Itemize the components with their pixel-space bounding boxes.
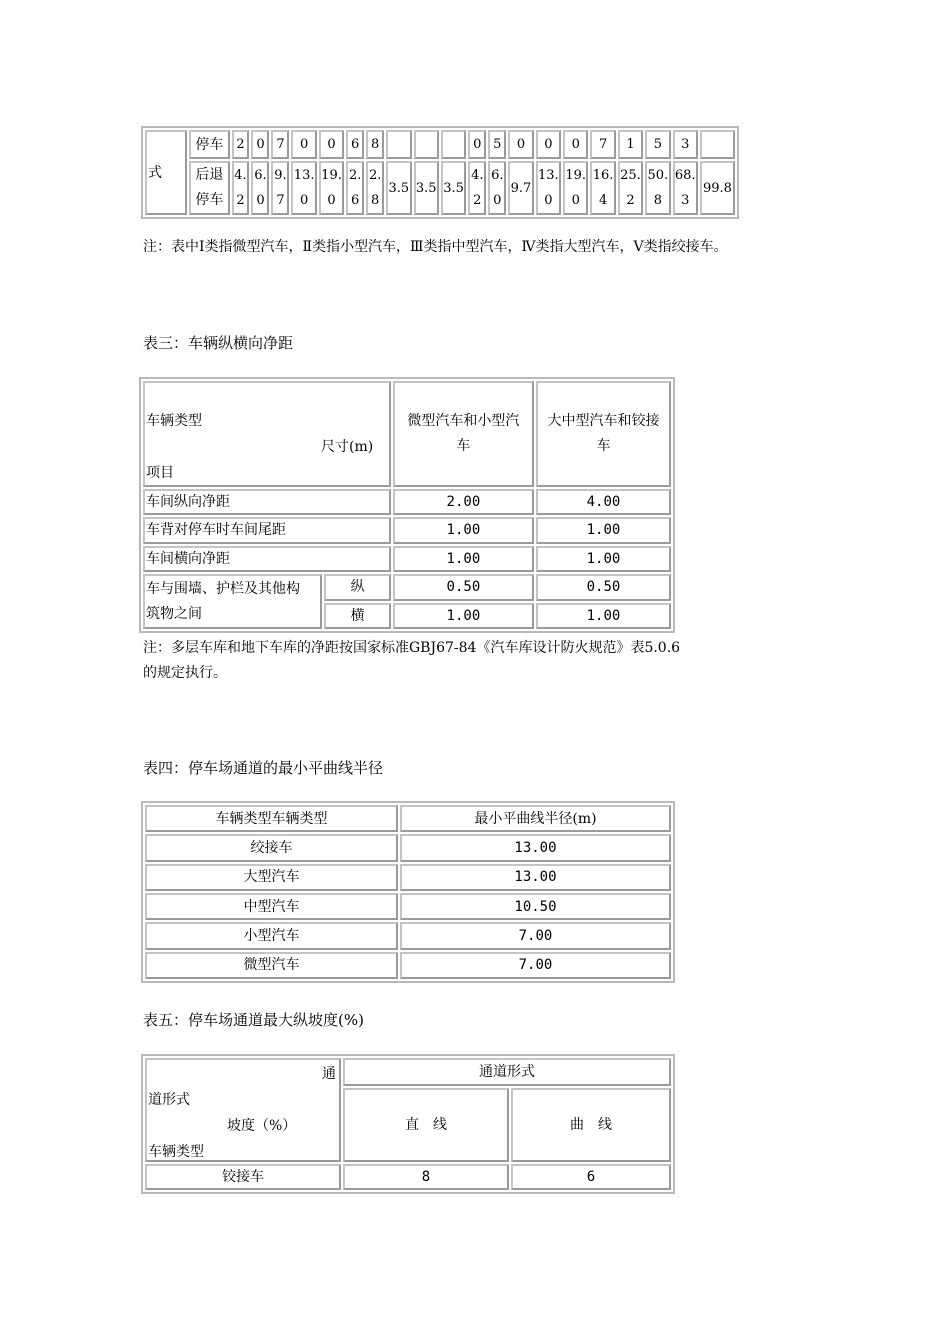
row-header-cell <box>145 130 187 215</box>
table-row <box>143 546 671 572</box>
table-cell: 7 <box>590 130 615 159</box>
row-label: 车间横向净距 <box>143 546 391 572</box>
table-row <box>145 922 671 949</box>
table-cell: 3 <box>673 130 698 159</box>
cell-value-bottom: 0 <box>544 193 553 208</box>
cell-value-top: 6. <box>254 168 267 183</box>
table-cell <box>441 161 466 215</box>
vehicle-type-cell: 铰接车 <box>145 1164 341 1190</box>
cell-value-bottom: 6 <box>351 193 360 208</box>
header-small-line1: 微型汽车和小型汽 <box>407 412 520 429</box>
table-cell: 0 <box>468 130 486 159</box>
max-gradient-table <box>141 1054 675 1194</box>
value-large: 1.00 <box>536 603 671 629</box>
radius-cell: 13.00 <box>400 864 671 891</box>
cell-value-bottom: 0 <box>571 193 580 208</box>
header-vehicle-type: 车辆类型车辆类型 <box>145 805 398 832</box>
table-cell <box>618 161 643 215</box>
table-cell: 1 <box>618 130 643 159</box>
cell-value-bottom: 3 <box>681 193 690 208</box>
corner-line1: 通 <box>322 1066 336 1082</box>
header-curve: 曲 线 <box>511 1088 671 1162</box>
table-row <box>143 517 671 543</box>
value-small: 1.00 <box>393 546 534 572</box>
cell-value: 9.7 <box>510 180 532 196</box>
table-cell <box>673 161 698 215</box>
direction-cell: 横 <box>324 603 391 629</box>
value-large: 1.00 <box>536 517 671 543</box>
table-row <box>143 489 671 515</box>
row2-label-cell <box>189 161 229 215</box>
header-channel-form: 通道形式 <box>343 1058 671 1086</box>
cell-value-bottom: 2 <box>626 193 635 208</box>
table-cell <box>386 130 411 159</box>
cell-value: 3.5 <box>415 180 437 196</box>
note-vehicle-classes: 注：表中Ⅰ类指微型汽车，Ⅱ类指小型汽车，Ⅲ类指中型汽车，Ⅳ类指大型汽车，Ⅴ类指绞接车。 <box>143 239 728 255</box>
vehicle-type-cell: 中型汽车 <box>145 893 398 920</box>
cell-value-bottom: 0 <box>256 193 265 208</box>
parking-dimension-table-continued <box>141 126 739 219</box>
cell-value: 3.5 <box>388 180 410 196</box>
header-corner-cell <box>145 1058 341 1162</box>
row2-label-bottom: 停车 <box>195 192 224 208</box>
cell-value: 99.8 <box>702 180 732 196</box>
wall-label-line2: 筑物之间 <box>146 605 202 622</box>
table-cell <box>366 161 384 215</box>
direction-cell: 纵 <box>324 574 391 600</box>
table-row <box>143 574 671 600</box>
cell-value-top: 13. <box>537 168 559 183</box>
cell-value-top: 2. <box>368 168 382 183</box>
table-row <box>145 893 671 920</box>
header-small-vehicles <box>393 381 534 487</box>
table-cell: 5 <box>645 130 670 159</box>
wall-label-line1: 车与围墙、护栏及其他构 <box>146 580 300 597</box>
cell-value-top: 4. <box>234 168 247 183</box>
note-clearance-line2: 的规定执行。 <box>143 665 227 681</box>
table-cell: 0 <box>319 130 344 159</box>
table-cell <box>441 130 466 159</box>
table-row <box>145 952 671 979</box>
header-large-vehicles <box>536 381 671 487</box>
cell-value-bottom: 8 <box>371 193 380 208</box>
value-small: 2.00 <box>393 489 534 515</box>
table-cell <box>563 161 588 215</box>
wall-clearance-label <box>143 574 322 629</box>
row1-label-cell <box>189 130 229 159</box>
cell-value-top: 50. <box>647 168 669 183</box>
value-small: 0.50 <box>393 574 534 600</box>
row-label: 车背对停车时车间尾距 <box>143 517 391 543</box>
corner-line3: 坡度（%） <box>227 1118 297 1134</box>
table-cell <box>536 161 561 215</box>
table-cell: 7 <box>271 130 289 159</box>
value-small: 1.00 <box>393 517 534 543</box>
table-cell <box>508 161 533 215</box>
note-clearance-line1: 注：多层车库和地下车库的净距按国家标准GBJ67-84《汽车库设计防火规范》表5.0.6 <box>143 640 681 656</box>
cell-value-bottom: 8 <box>653 193 662 208</box>
row-label: 车间纵向净距 <box>143 489 391 515</box>
radius-cell: 13.00 <box>400 834 671 861</box>
cell-value-top: 19. <box>565 168 587 183</box>
cell-value-top: 9. <box>274 168 287 183</box>
cell-value-bottom: 0 <box>493 193 502 208</box>
vehicle-type-cell: 小型汽车 <box>145 922 398 949</box>
cell-value-bottom: 7 <box>276 193 285 208</box>
cell-value: 3.5 <box>443 180 464 196</box>
curve-value: 6 <box>511 1164 671 1190</box>
curve-radius-table <box>141 801 675 983</box>
cell-value-bottom: 0 <box>300 193 309 208</box>
header-min-radius: 最小平曲线半径(m) <box>400 805 671 832</box>
value-large: 1.00 <box>536 546 671 572</box>
vehicle-type-cell: 绞接车 <box>145 834 398 861</box>
cell-value-top: 13. <box>293 168 315 183</box>
table-cell <box>414 130 439 159</box>
header-item: 项目 <box>146 465 174 481</box>
table-cell <box>645 161 670 215</box>
table-cell <box>488 161 506 215</box>
table-cell <box>700 130 735 159</box>
cell-value-bottom: 0 <box>327 193 336 208</box>
value-large: 0.50 <box>536 574 671 600</box>
table-cell: 6 <box>346 130 364 159</box>
radius-cell: 10.50 <box>400 893 671 920</box>
value-large: 4.00 <box>536 489 671 515</box>
table-cell <box>590 161 615 215</box>
straight-value: 8 <box>343 1164 509 1190</box>
cell-value-bottom: 2 <box>236 193 245 208</box>
header-large-line1: 大中型汽车和铰接 <box>547 412 660 429</box>
vehicle-type-cell: 微型汽车 <box>145 952 398 979</box>
table4-title: 表四：停车场通道的最小平曲线半径 <box>143 759 384 777</box>
cell-value-top: 2. <box>348 168 362 183</box>
header-large-line2: 车 <box>596 437 611 454</box>
table-cell: 0 <box>563 130 588 159</box>
table-cell <box>346 161 364 215</box>
table-cell: 5 <box>488 130 506 159</box>
corner-line2: 道形式 <box>148 1092 190 1108</box>
row2-label-top: 后退 <box>195 167 224 183</box>
table-row <box>145 1164 671 1190</box>
table-cell: 0 <box>291 130 316 159</box>
table-cell: 0 <box>536 130 561 159</box>
corner-line4: 车辆类型 <box>148 1144 204 1160</box>
vehicle-type-cell: 大型汽车 <box>145 864 398 891</box>
table-cell: 8 <box>366 130 384 159</box>
table-cell <box>386 161 411 215</box>
vehicle-clearance-table <box>139 377 675 633</box>
table-cell: 0 <box>251 130 269 159</box>
cell-value-top: 19. <box>321 168 342 183</box>
table5-title: 表五：停车场通道最大纵坡度(%) <box>143 1011 364 1029</box>
value-small: 1.00 <box>393 603 534 629</box>
table-row <box>145 834 671 861</box>
table3-title: 表三：车辆纵横向净距 <box>143 334 294 352</box>
table-cell <box>319 161 344 215</box>
table-row <box>145 864 671 891</box>
table-cell <box>232 161 250 215</box>
radius-cell: 7.00 <box>400 922 671 949</box>
table-cell <box>291 161 316 215</box>
table-cell: 0 <box>508 130 533 159</box>
cell-value-top: 68. <box>674 168 696 183</box>
table-cell <box>700 161 735 215</box>
cell-value-top: 4. <box>471 168 484 183</box>
header-straight: 直 线 <box>343 1088 509 1162</box>
cell-value-top: 6. <box>491 168 504 183</box>
cell-value-bottom: 2 <box>473 193 482 208</box>
row-header-text: 式 <box>148 164 162 181</box>
row1-label: 停车 <box>195 136 224 153</box>
table-cell <box>468 161 486 215</box>
cell-value-top: 16. <box>592 168 614 183</box>
header-corner-cell <box>143 381 391 487</box>
table-cell <box>251 161 269 215</box>
radius-cell: 7.00 <box>400 952 671 979</box>
table-cell <box>414 161 439 215</box>
table-cell <box>271 161 289 215</box>
table-cell: 2 <box>232 130 250 159</box>
cell-value-bottom: 4 <box>598 193 608 208</box>
header-small-line2: 车 <box>456 437 471 454</box>
header-size-unit: 尺寸(m) <box>321 439 374 455</box>
cell-value-top: 25. <box>620 168 641 183</box>
header-vehicle-type: 车辆类型 <box>146 413 202 429</box>
